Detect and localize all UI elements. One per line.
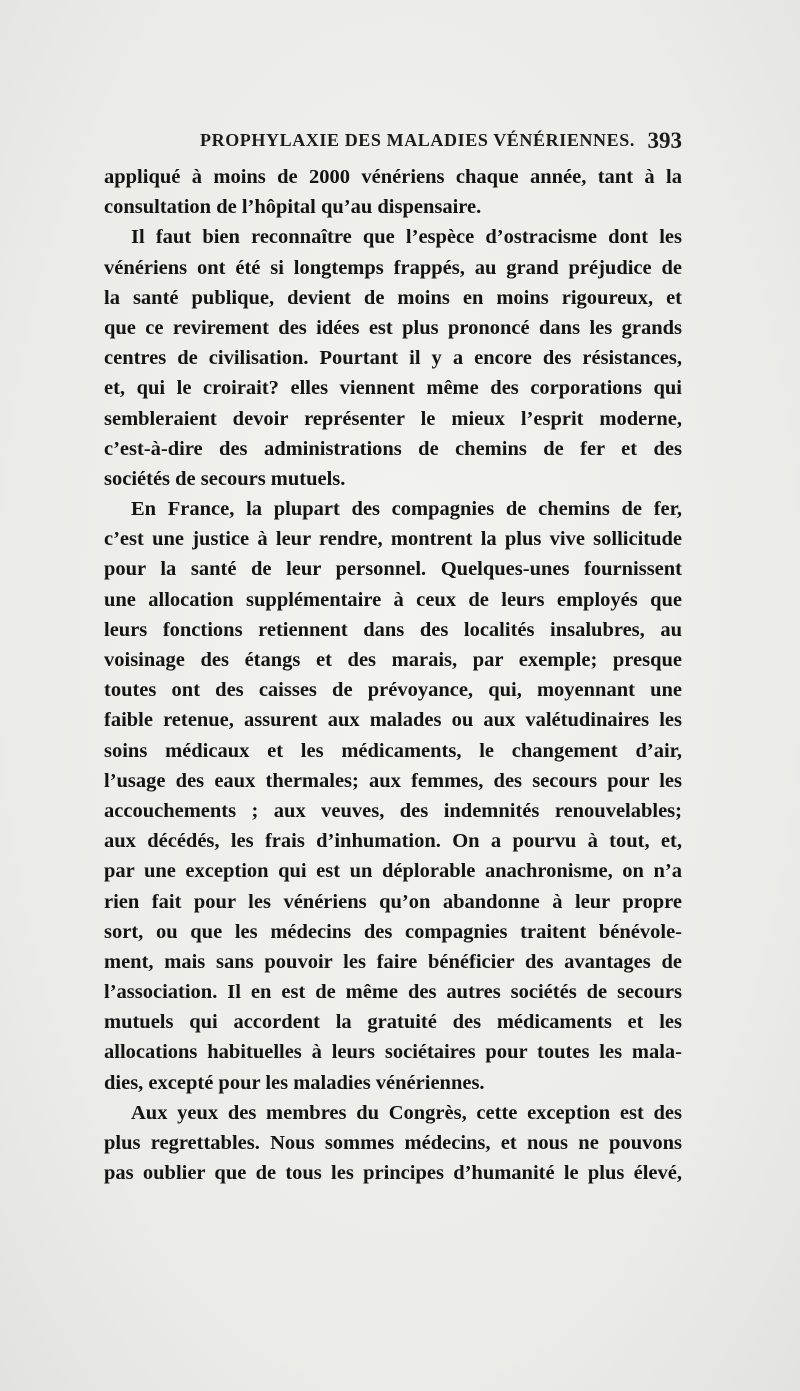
text-line: consultation de l’hôpital qu’au dispensaire. [104, 196, 482, 219]
text-line: vénériens ont été si longtemps frappés, au grand préjudice de [104, 256, 682, 279]
text-line: pas oublier que de tous les principes d’humanité le plus élevé, [104, 1162, 682, 1185]
text-line: mutuels qui accordent la gratuité des médicaments et les [104, 1011, 682, 1034]
text-line: allocations habituelles à leurs sociétaires pour toutes les mala- [104, 1041, 682, 1064]
text-line: sociétés de secours mutuels. [104, 467, 346, 490]
text-line: leurs fonctions retiennent dans des localités insalubres, au [104, 618, 682, 641]
text-line: la santé publique, devient de moins en moins rigoureux, et [104, 286, 682, 309]
text-line: accouchements ; aux veuves, des indemnités renouvelables; [104, 799, 682, 822]
text-line: voisinage des étangs et des marais, par exemple; presque [104, 649, 682, 671]
text-line: Il faut bien reconnaître que l’espèce d’ostracisme dont les [131, 226, 682, 249]
text-line: centres de civilisation. Pourtant il y a encore des résistances, [104, 347, 682, 370]
text-line: c’est-à-dire des administrations de chemins de fer et des [104, 437, 682, 460]
text-line: soins médicaux et les médicaments, le changement d’air, [104, 739, 682, 762]
text-line: rien fait pour les vénériens qu’on abandonne à leur propre [104, 890, 682, 913]
text-line: c’est une justice à leur rendre, montrent la plus vive sollicitude [104, 528, 682, 551]
text-line: que ce revirement des idées est plus prononcé dans les grands [104, 316, 682, 339]
text-line: sembleraient devoir représenter le mieux l’esprit moderne, [104, 407, 682, 430]
text-line: l’usage des eaux thermales; aux femmes, des secours pour les [104, 769, 682, 792]
text-line: une allocation supplémentaire à ceux de leurs employés que [104, 588, 682, 611]
page-number: 393 [647, 128, 682, 153]
text-line: l’association. Il en est de même des autres sociétés de secours [104, 981, 682, 1004]
text-line: aux décédés, les frais d’inhumation. On a pourvu à tout, et, [104, 830, 682, 853]
text-line: ment, mais sans pouvoir les faire bénéficier des avantages de [104, 950, 682, 973]
running-title: PROPHYLAXIE DES MALADIES VÉNÉRIENNES. [200, 130, 635, 150]
text-line: Aux yeux des membres du Congrès, cette exception est des [131, 1101, 682, 1124]
text-line: faible retenue, assurent aux malades ou aux valétudinaires les [104, 709, 682, 732]
body-text [104, 162, 682, 1188]
text-line: plus regrettables. Nous sommes médecins, et nous ne pouvons [104, 1132, 682, 1154]
text-line: appliqué à moins de 2000 vénériens chaque année, tant à la [104, 166, 682, 188]
text-line: par une exception qui est un déplorable anachronisme, on n’a [104, 860, 682, 883]
text-line: pour la santé de leur personnel. Quelques-unes fournissent [104, 558, 682, 581]
text-line: dies, excepté pour les maladies vénériennes. [104, 1071, 485, 1094]
page-header [200, 128, 682, 158]
text-line: et, qui le croirait? elles viennent même des corporations qui [104, 377, 682, 400]
text-line: En France, la plupart des compagnies de chemins de fer, [131, 498, 682, 521]
text-line: toutes ont des caisses de prévoyance, qui, moyennant une [104, 679, 682, 702]
text-line: sort, ou que les médecins des compagnies traitent bénévole- [104, 920, 682, 943]
